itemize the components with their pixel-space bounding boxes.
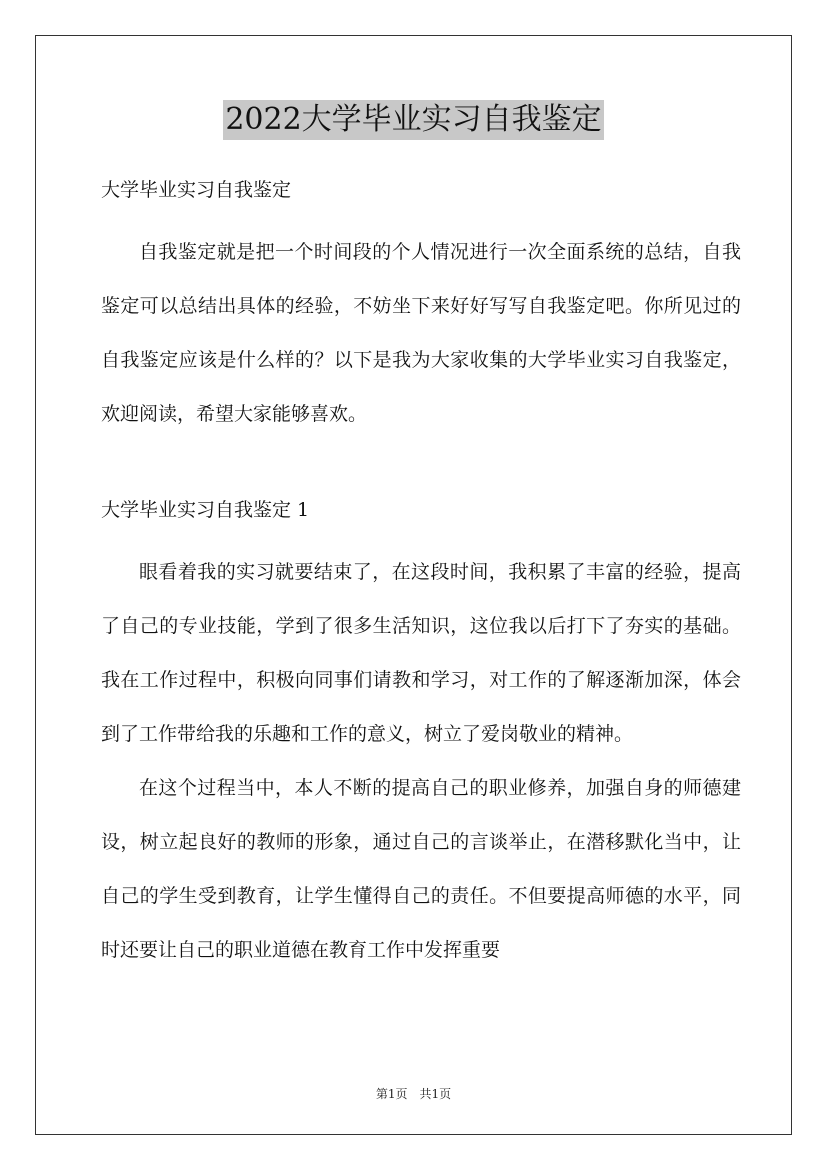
body-paragraph-1: 眼看着我的实习就要结束了，在这段时间，我积累了丰富的经验，提高了自己的专业技能，学到了很多生活知识，这位我以后打下了夯实的基础。我在工作过程中，积极向同事们请教和学习，对工作的了解逐渐加深，体会到了工作带给我的乐趣和工作的意义，树立了爱岗敬业的精神。: [101, 561, 741, 745]
document-body: [101, 177, 741, 977]
page-number: 第1页 共1页: [375, 1087, 452, 1101]
title-area: [0, 100, 827, 140]
intro-paragraph: 自我鉴定就是把一个时间段的个人情况进行一次全面系统的总结，自我鉴定可以总结出具体的经验，不妨坐下来好好写写自我鉴定吧。你所见过的自我鉴定应该是什么样的？以下是我为大家收集的大学毕业实习自我鉴定，欢迎阅读，希望大家能够喜欢。: [101, 241, 741, 425]
body-paragraph-2: 在这个过程当中，本人不断的提高自己的职业修养，加强自身的师德建设，树立起良好的教师的形象，通过自己的言谈举止，在潜移默化当中，让自己的学生受到教育，让学生懂得自己的责任。不但要提高师德的水平，同时还要让自己的职业道德在教育工作中发挥重要: [101, 777, 741, 961]
page-footer: [0, 1086, 827, 1102]
section-heading-1: 大学毕业实习自我鉴定 1: [101, 499, 310, 521]
section-heading-intro: 大学毕业实习自我鉴定: [101, 179, 292, 201]
document-title: 2022大学毕业实习自我鉴定: [223, 100, 603, 140]
